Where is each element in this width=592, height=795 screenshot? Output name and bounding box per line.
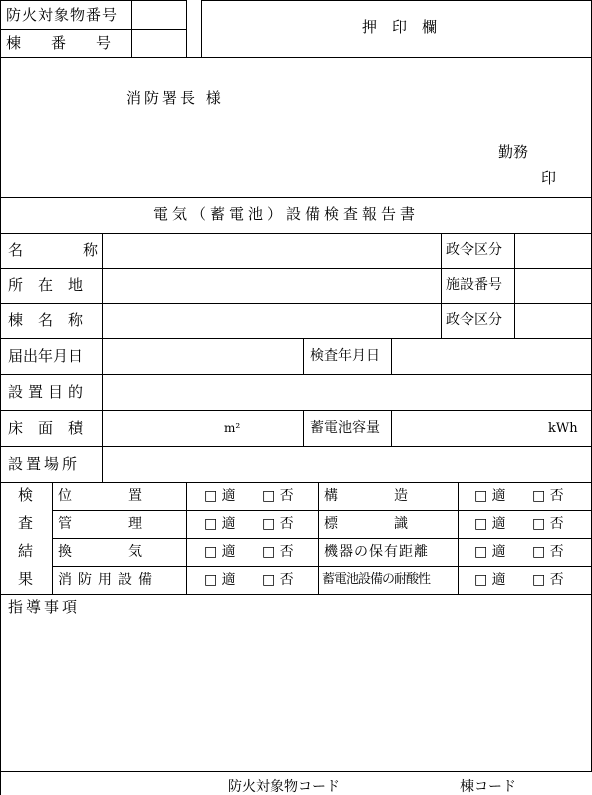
stamp-label: 押 印 欄 <box>362 18 438 36</box>
item-right: 蓄電池設備の耐酸性 <box>322 572 431 587</box>
gov-division-field-1[interactable] <box>515 234 590 267</box>
item-right: 構 造 <box>324 488 408 504</box>
building-name-label: 棟 名 称 <box>8 311 84 329</box>
guidance-field[interactable] <box>1 620 590 770</box>
building-number-field[interactable] <box>132 30 185 56</box>
ng-checkbox[interactable]: □ 否 <box>532 572 564 588</box>
gov-division-label-1: 政令区分 <box>446 242 502 258</box>
gov-division-field-2[interactable] <box>515 304 590 337</box>
object-number-field[interactable] <box>132 1 185 28</box>
location-field[interactable] <box>103 269 440 302</box>
name-label: 名 称 <box>8 241 99 259</box>
results-char: 検 <box>18 486 34 504</box>
ok-checkbox[interactable]: □ 適 <box>474 488 506 504</box>
item-left: 管 理 <box>58 516 142 532</box>
affiliation-label: 勤務 <box>498 143 529 161</box>
building-number-label: 棟 番 号 <box>6 34 112 52</box>
ng-checkbox[interactable]: □ 否 <box>532 488 564 504</box>
guidance-label: 指導事項 <box>8 598 81 616</box>
page-title: 電気（蓄電池）設備検査報告書 <box>153 205 420 223</box>
location-label: 所 在 地 <box>8 276 84 294</box>
item-left: 消防用設備 <box>58 572 158 588</box>
seal-label: 印 <box>541 169 557 187</box>
facility-number-label: 施設番号 <box>446 277 502 293</box>
notify-date-field[interactable] <box>103 339 302 373</box>
object-code-label: 防火対象物コード <box>228 779 340 795</box>
building-name-field[interactable] <box>103 304 440 337</box>
notify-date-label: 届出年月日 <box>8 347 84 365</box>
ng-checkbox[interactable]: □ 否 <box>262 516 294 532</box>
results-char: 結 <box>18 542 34 560</box>
ok-checkbox[interactable]: □ 適 <box>474 516 506 532</box>
capacity-label: 蓄電池容量 <box>310 420 380 436</box>
floor-area-field[interactable] <box>103 411 302 445</box>
install-place-label: 設置場所 <box>8 455 81 473</box>
install-place-field[interactable] <box>103 447 590 481</box>
floor-area-label: 床 面 積 <box>8 419 84 437</box>
inspect-date-label: 検査年月日 <box>310 348 380 364</box>
item-left: 位 置 <box>58 488 142 504</box>
ok-checkbox[interactable]: □ 適 <box>204 516 236 532</box>
name-field[interactable] <box>103 234 440 267</box>
results-char: 査 <box>18 514 34 532</box>
area-unit: m² <box>224 421 241 435</box>
stamp-area[interactable] <box>202 1 590 56</box>
ng-checkbox[interactable]: □ 否 <box>262 572 294 588</box>
results-char: 果 <box>18 570 34 588</box>
ok-checkbox[interactable]: □ 適 <box>474 572 506 588</box>
object-number-label: 防火対象物番号 <box>6 6 119 24</box>
ng-checkbox[interactable]: □ 否 <box>262 488 294 504</box>
ok-checkbox[interactable]: □ 適 <box>204 544 236 560</box>
gov-division-label-2: 政令区分 <box>446 312 502 328</box>
ok-checkbox[interactable]: □ 適 <box>204 488 236 504</box>
ng-checkbox[interactable]: □ 否 <box>262 544 294 560</box>
ng-checkbox[interactable]: □ 否 <box>532 516 564 532</box>
purpose-label: 設置目的 <box>8 383 89 401</box>
addressee: 消防署長 様 <box>126 89 224 107</box>
ng-checkbox[interactable]: □ 否 <box>532 544 564 560</box>
item-right: 機器の保有距離 <box>324 544 429 560</box>
purpose-field[interactable] <box>103 375 590 409</box>
item-left: 換 気 <box>58 544 142 560</box>
inspect-date-field[interactable] <box>392 339 590 373</box>
item-right: 標 識 <box>324 516 408 532</box>
ok-checkbox[interactable]: □ 適 <box>474 544 506 560</box>
facility-number-field[interactable] <box>515 269 590 302</box>
building-code-label: 棟コード <box>460 779 516 795</box>
capacity-unit: kWh <box>548 421 578 436</box>
ok-checkbox[interactable]: □ 適 <box>204 572 236 588</box>
